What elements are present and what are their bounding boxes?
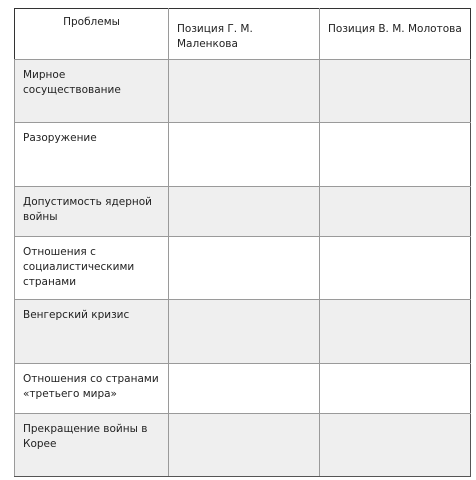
table-row [15,364,471,414]
header-molotov-position: Позиция В. М. Молотова [320,9,471,60]
malenkov-answer-cell[interactable] [169,414,320,477]
table-header-row [15,9,471,60]
problem-cell: Прекращение войны в Корее [15,414,169,477]
malenkov-answer-cell[interactable] [169,60,320,123]
header-problems: Проблемы [15,9,169,60]
table-row [15,60,471,123]
malenkov-answer-cell[interactable] [169,187,320,237]
problem-cell: Отношения с социалистическими странами [15,237,169,300]
header-malenkov-position: Позиция Г. М. Маленкова [169,9,320,60]
malenkov-answer-cell[interactable] [169,237,320,300]
malenkov-answer-cell[interactable] [169,123,320,187]
problem-cell: Допустимость ядерной войны [15,187,169,237]
table-row [15,187,471,237]
molotov-answer-cell[interactable] [320,237,471,300]
comparison-table [14,8,471,477]
problem-cell: Отношения со странами «третьего мира» [15,364,169,414]
table-row [15,123,471,187]
table-row [15,300,471,364]
molotov-answer-cell[interactable] [320,414,471,477]
molotov-answer-cell[interactable] [320,364,471,414]
molotov-answer-cell[interactable] [320,60,471,123]
table-row [15,414,471,477]
table-row [15,237,471,300]
malenkov-answer-cell[interactable] [169,364,320,414]
molotov-answer-cell[interactable] [320,123,471,187]
molotov-answer-cell[interactable] [320,300,471,364]
malenkov-answer-cell[interactable] [169,300,320,364]
problem-cell: Мирное сосуществование [15,60,169,123]
problem-cell: Венгерский кризис [15,300,169,364]
problem-cell: Разоружение [15,123,169,187]
molotov-answer-cell[interactable] [320,187,471,237]
